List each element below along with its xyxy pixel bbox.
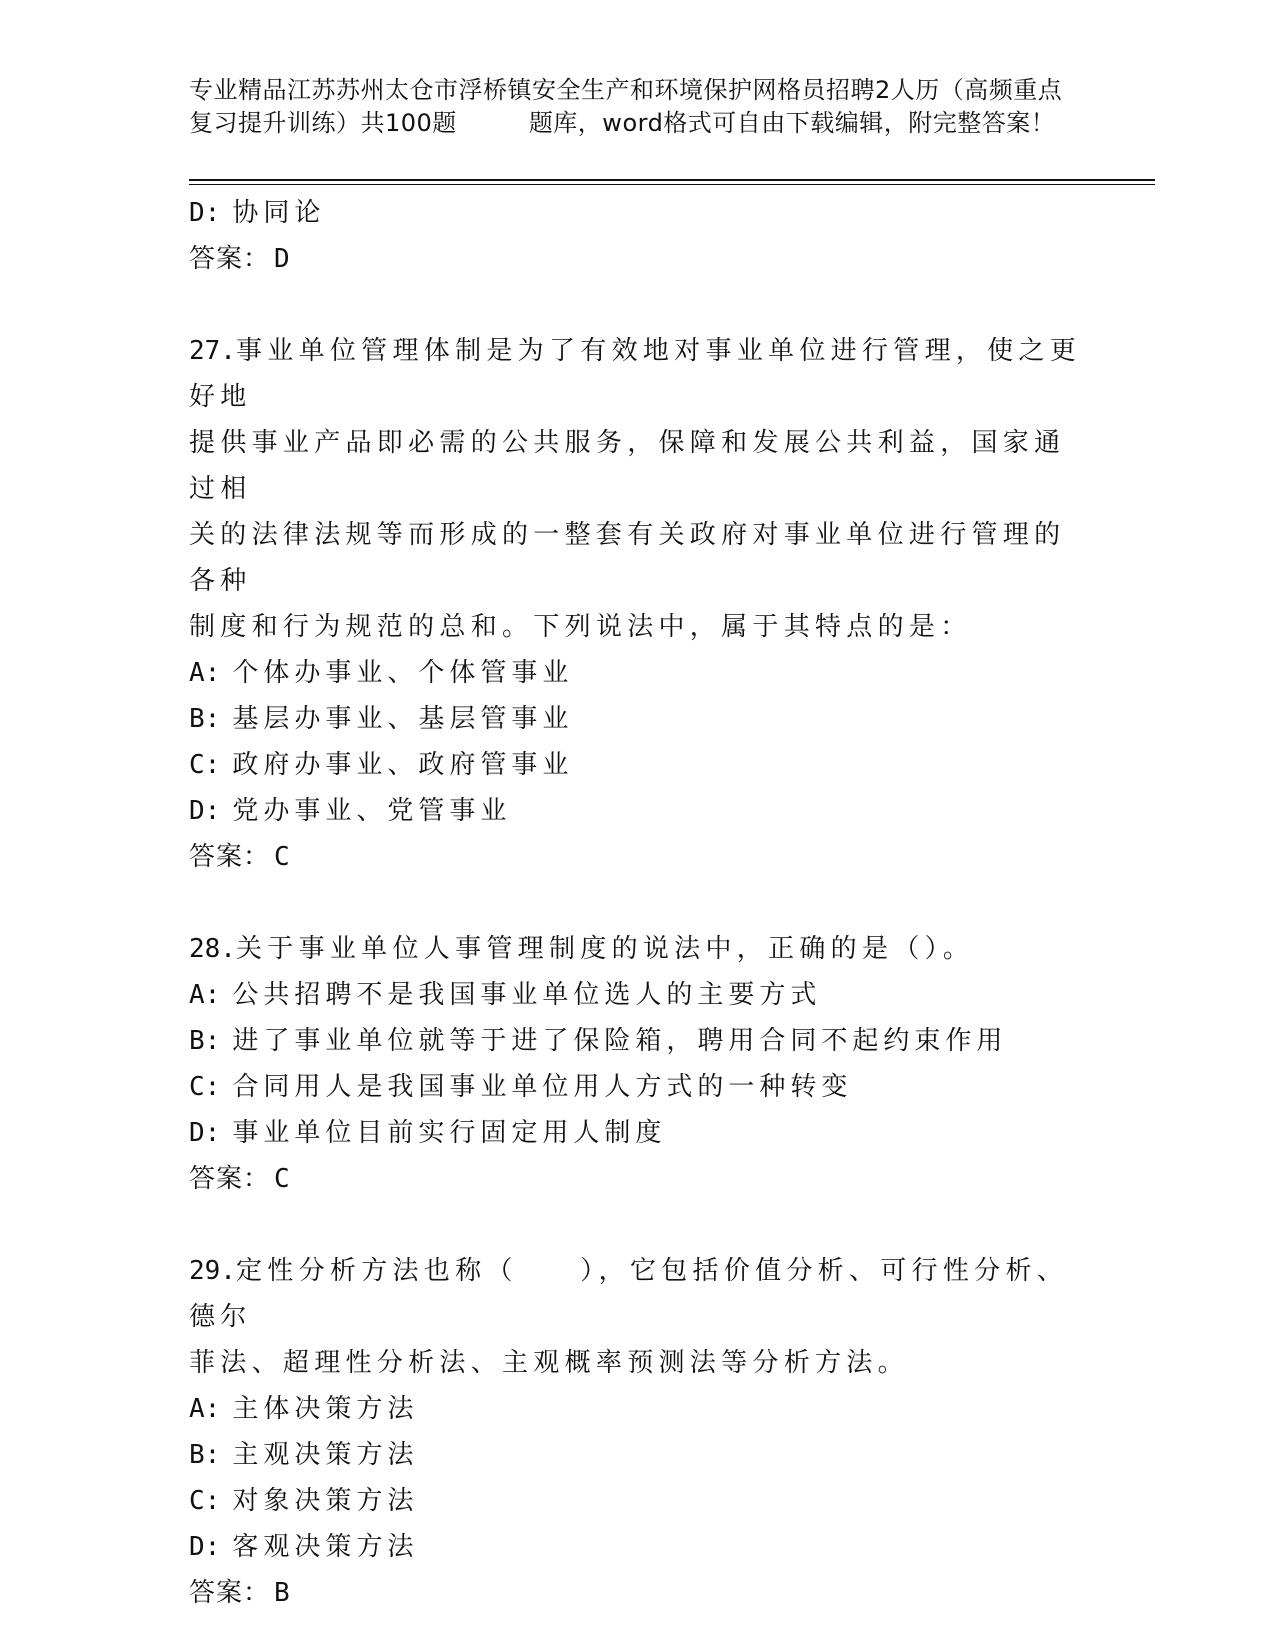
option-text: 协同论 <box>232 198 326 228</box>
answer-value: C <box>274 1164 291 1194</box>
option-letter: A: <box>189 980 221 1010</box>
option-b <box>189 696 1089 742</box>
option-text: 政府办事业、政府管事业 <box>232 750 574 780</box>
answer-label: 答案： <box>189 842 271 872</box>
answer-value: C <box>274 842 291 872</box>
option-letter: C: <box>189 1486 221 1516</box>
option-letter: D: <box>189 1532 221 1562</box>
question-stem-line: 菲法、超理性分析法、主观概率预测法等分析方法。 <box>189 1348 909 1378</box>
header-divider-thin <box>189 184 1155 185</box>
option-a <box>189 650 1089 696</box>
option-text: 客观决策方法 <box>232 1532 419 1562</box>
option-letter: B: <box>189 1440 221 1470</box>
answer <box>189 1570 1089 1616</box>
answer-label: 答案： <box>189 244 271 274</box>
answer <box>189 834 1089 880</box>
question-content <box>189 190 1089 1616</box>
option-text: 主观决策方法 <box>232 1440 419 1470</box>
question-stem-text: 定性分析方法也称（ ），它包括价值分析、可行性分析、德尔 <box>189 1256 1069 1332</box>
question-number: 27. <box>189 336 236 366</box>
option-letter: C: <box>189 1072 221 1102</box>
question-stem-line <box>189 926 1089 972</box>
question-27 <box>189 328 1089 880</box>
option-text: 进了事业单位就等于进了保险箱，聘用合同不起约束作用 <box>232 1026 1008 1056</box>
option-text: 基层办事业、基层管事业 <box>232 704 574 734</box>
question-stem-line <box>189 1248 1089 1340</box>
option-text: 主体决策方法 <box>232 1394 419 1424</box>
answer-value: B <box>274 1578 291 1608</box>
question-stem-line <box>189 328 1089 420</box>
option-text: 公共招聘不是我国事业单位选人的主要方式 <box>232 980 822 1010</box>
option-letter: D: <box>189 796 221 826</box>
header-divider-thick <box>189 179 1155 181</box>
option-letter: B: <box>189 704 221 734</box>
question-number: 28. <box>189 934 236 964</box>
question-29 <box>189 1248 1089 1616</box>
option-text: 事业单位目前实行固定用人制度 <box>232 1118 667 1148</box>
question-number: 29. <box>189 1256 236 1286</box>
header-title-line-2a: 复习提升训练）共100题 <box>189 109 457 137</box>
option-a <box>189 1386 1089 1432</box>
option-text: 对象决策方法 <box>232 1486 419 1516</box>
question-stem-line: 制度和行为规范的总和。下列说法中，属于其特点的是： <box>189 612 972 642</box>
question-stem-text: 事业单位管理体制是为了有效地对事业单位进行管理，使之更好地 <box>189 336 1082 412</box>
question-stem-line: 关的法律法规等而形成的一整套有关政府对事业单位进行管理的各种 <box>189 520 1066 596</box>
answer <box>189 1156 1089 1202</box>
option-d <box>189 788 1089 834</box>
option-d <box>189 1524 1089 1570</box>
answer-value: D <box>274 244 291 274</box>
option-b <box>189 1018 1089 1064</box>
option-letter: A: <box>189 1394 221 1424</box>
option-text: 合同用人是我国事业单位用人方式的一种转变 <box>232 1072 853 1102</box>
option-letter: B: <box>189 1026 221 1056</box>
question-stem-text: 关于事业单位人事管理制度的说法中，正确的是（）。 <box>235 934 975 964</box>
answer-label: 答案： <box>189 1164 271 1194</box>
header-title-line-2b: 题库，word格式可自由下载编辑，附完整答案！ <box>528 109 1056 137</box>
question-28 <box>189 926 1089 1202</box>
prev-answer <box>189 236 1089 282</box>
option-a <box>189 972 1089 1018</box>
option-b <box>189 1432 1089 1478</box>
header-title-line-1: 专业精品江苏苏州太仓市浮桥镇安全生产和环境保护网格员招聘2人历（高频重点 <box>189 76 1063 104</box>
option-letter: C: <box>189 750 221 780</box>
header-title-line-2 <box>189 107 1089 140</box>
question-stem-line: 提供事业产品即必需的公共服务，保障和发展公共利益，国家通过相 <box>189 428 1066 504</box>
option-c <box>189 742 1089 788</box>
prev-option-d <box>189 190 1089 236</box>
page-header <box>189 74 1089 140</box>
option-c <box>189 1478 1089 1524</box>
option-d <box>189 1110 1089 1156</box>
option-letter: A: <box>189 658 221 688</box>
option-letter: D: <box>189 198 221 228</box>
option-text: 个体办事业、个体管事业 <box>232 658 574 688</box>
option-letter: D: <box>189 1118 221 1148</box>
option-text: 党办事业、党管事业 <box>232 796 512 826</box>
answer-label: 答案： <box>189 1578 271 1608</box>
option-c <box>189 1064 1089 1110</box>
